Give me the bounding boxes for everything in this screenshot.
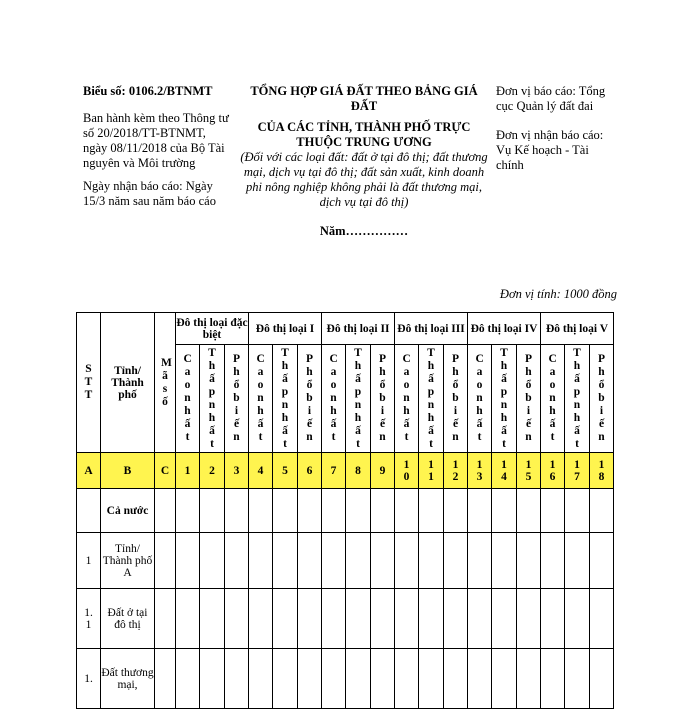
data-cell[interactable] xyxy=(225,533,249,589)
data-cell[interactable] xyxy=(444,533,468,589)
data-cell[interactable] xyxy=(249,533,273,589)
group-header: Đô thị loại III xyxy=(395,313,468,345)
index-cell: 5 xyxy=(273,453,298,489)
data-cell[interactable] xyxy=(371,533,395,589)
group-header: Đô thị loại IV xyxy=(468,313,541,345)
index-cell: 6 xyxy=(298,453,322,489)
title-line2: CỦA CÁC TỈNH, THÀNH PHỐ TRỰC THUỘC TRUNG ƯƠNG xyxy=(257,120,471,149)
index-cell: 12 xyxy=(444,453,468,489)
sub-col-header: Phổ biến xyxy=(444,345,468,453)
index-cell: 18 xyxy=(590,453,614,489)
data-cell[interactable] xyxy=(176,589,200,649)
data-cell[interactable] xyxy=(322,489,346,533)
sub-col-header: Cao nhất xyxy=(322,345,346,453)
sub-col-header: Phổ biến xyxy=(298,345,322,453)
data-cell[interactable] xyxy=(590,489,614,533)
data-cell[interactable] xyxy=(590,589,614,649)
data-cell[interactable] xyxy=(176,533,200,589)
data-cell[interactable] xyxy=(419,533,444,589)
sub-col-header: Cao nhất xyxy=(176,345,200,453)
row-stt xyxy=(77,489,101,533)
left-header xyxy=(83,84,233,209)
data-cell[interactable] xyxy=(395,489,419,533)
row-name: Cả nước xyxy=(101,489,155,533)
unit-label: Đơn vị tính: 1000 đồng xyxy=(499,287,617,301)
data-cell[interactable] xyxy=(444,489,468,533)
data-cell[interactable] xyxy=(176,489,200,533)
data-cell[interactable] xyxy=(565,489,590,533)
sub-col-header: Thấp nhất xyxy=(492,345,517,453)
subtitle: (Đối với các loại đất: đất ở tại đô thị; đất thương mại, dịch vụ tại đô thị; đất sản xuất, kinh doanh phi nông nghiệp không phải là đất thương mại, dịch vụ tại đô thị) xyxy=(240,150,488,209)
data-cell[interactable] xyxy=(541,533,565,589)
data-cell[interactable] xyxy=(541,489,565,533)
row-stt: 1. xyxy=(77,649,101,709)
sub-col-header: Phổ biến xyxy=(371,345,395,453)
center-header xyxy=(240,84,488,239)
index-cell: 11 xyxy=(419,453,444,489)
right-header xyxy=(496,84,616,173)
sub-col-header: Thấp nhất xyxy=(419,345,444,453)
sub-col-header: Thấp nhất xyxy=(200,345,225,453)
index-cell: 2 xyxy=(200,453,225,489)
index-cell: 7 xyxy=(322,453,346,489)
sub-col-header: Phổ biến xyxy=(517,345,541,453)
data-cell[interactable] xyxy=(200,489,225,533)
year-label: Năm…………… xyxy=(319,224,409,238)
receive-date: Ngày nhận báo cáo: Ngày 15/3 năm sau năm báo cáo xyxy=(83,179,216,208)
index-cell: 15 xyxy=(517,453,541,489)
index-cell: 10 xyxy=(395,453,419,489)
data-cell[interactable] xyxy=(155,589,176,649)
data-cell[interactable] xyxy=(395,589,419,649)
data-cell[interactable] xyxy=(200,589,225,649)
sub-col-header: Cao nhất xyxy=(541,345,565,453)
reporting-unit: Đơn vị báo cáo: Tổng cục Quản lý đất đai xyxy=(496,84,606,113)
data-cell[interactable] xyxy=(225,489,249,533)
data-cell[interactable] xyxy=(468,489,492,533)
data-cell[interactable] xyxy=(517,533,541,589)
data-cell[interactable] xyxy=(298,589,322,649)
data-cell[interactable] xyxy=(419,589,444,649)
index-cell: 16 xyxy=(541,453,565,489)
data-cell[interactable] xyxy=(444,589,468,649)
row-stt: 1 xyxy=(77,533,101,589)
title-line1: TỔNG HỢP GIÁ ĐẤT THEO BẢNG GIÁ ĐẤT xyxy=(250,84,478,113)
data-cell[interactable] xyxy=(371,489,395,533)
sub-col-header: Phổ biến xyxy=(225,345,249,453)
data-cell[interactable] xyxy=(565,589,590,649)
index-cell: C xyxy=(155,453,176,489)
sub-col-header: Thấp nhất xyxy=(273,345,298,453)
data-cell[interactable] xyxy=(468,533,492,589)
data-cell[interactable] xyxy=(273,489,298,533)
data-cell[interactable] xyxy=(273,589,298,649)
data-cell[interactable] xyxy=(492,489,517,533)
data-cell[interactable] xyxy=(565,533,590,589)
group-header: Đô thị loại II xyxy=(322,313,395,345)
sub-col-header: Cao nhất xyxy=(249,345,273,453)
row-stt: 1.1 xyxy=(77,589,101,649)
form-code: Biểu số: 0106.2/BTNMT xyxy=(83,84,213,98)
data-cell[interactable] xyxy=(155,489,176,533)
data-cell[interactable] xyxy=(395,533,419,589)
data-cell[interactable] xyxy=(155,533,176,589)
group-header: Đô thị loại I xyxy=(249,313,322,345)
table-row xyxy=(77,533,614,589)
data-cell[interactable] xyxy=(346,489,371,533)
sub-col-header: Cao nhất xyxy=(468,345,492,453)
data-cell[interactable] xyxy=(492,589,517,649)
data-cell[interactable] xyxy=(346,533,371,589)
data-cell[interactable] xyxy=(322,589,346,649)
index-cell: 8 xyxy=(346,453,371,489)
data-cell[interactable] xyxy=(590,533,614,589)
data-cell[interactable] xyxy=(225,589,249,649)
data-cell[interactable] xyxy=(298,489,322,533)
data-cell[interactable] xyxy=(517,589,541,649)
data-cell[interactable] xyxy=(541,589,565,649)
data-cell[interactable] xyxy=(371,589,395,649)
group-header: Đô thị loại đặc biệt xyxy=(176,313,249,345)
data-cell[interactable] xyxy=(298,533,322,589)
issued-with: Ban hành kèm theo Thông tư số 20/2018/TT-BTNMT, ngày 08/11/2018 của Bộ Tài nguyên và Môi trường xyxy=(83,111,229,170)
data-cell[interactable] xyxy=(468,589,492,649)
data-cell[interactable] xyxy=(249,589,273,649)
row-name: Đất ở tại đô thị xyxy=(101,589,155,649)
data-cell[interactable] xyxy=(200,533,225,589)
col-name-header: Tỉnh/ Thành phố xyxy=(101,313,155,453)
row-name: Tỉnh/ Thành phố A xyxy=(101,533,155,589)
index-cell: 9 xyxy=(371,453,395,489)
table-row xyxy=(77,489,614,533)
row-name: Đất thương mại, xyxy=(101,649,155,709)
col-code-header: Mã số xyxy=(155,313,176,453)
sub-col-header: Thấp nhất xyxy=(346,345,371,453)
data-cell[interactable] xyxy=(322,533,346,589)
data-cell[interactable] xyxy=(346,589,371,649)
index-cell: 3 xyxy=(225,453,249,489)
col-stt-header: STT xyxy=(77,313,101,453)
sub-col-header: Thấp nhất xyxy=(565,345,590,453)
index-cell: A xyxy=(77,453,101,489)
index-cell: 13 xyxy=(468,453,492,489)
data-cell[interactable] xyxy=(492,533,517,589)
table-row xyxy=(77,589,614,649)
sub-col-header: Cao nhất xyxy=(395,345,419,453)
group-header: Đô thị loại V xyxy=(541,313,614,345)
data-cell[interactable] xyxy=(273,533,298,589)
index-cell: B xyxy=(101,453,155,489)
index-cell: 14 xyxy=(492,453,517,489)
data-cell[interactable] xyxy=(419,489,444,533)
index-cell: 4 xyxy=(249,453,273,489)
data-cell[interactable] xyxy=(249,489,273,533)
index-cell: 17 xyxy=(565,453,590,489)
price-table xyxy=(76,312,614,709)
receiving-unit: Đơn vị nhận báo cáo: Vụ Kế hoạch - Tài chính xyxy=(496,128,604,172)
sub-col-header: Phổ biến xyxy=(590,345,614,453)
data-cell[interactable] xyxy=(517,489,541,533)
index-cell: 1 xyxy=(176,453,200,489)
